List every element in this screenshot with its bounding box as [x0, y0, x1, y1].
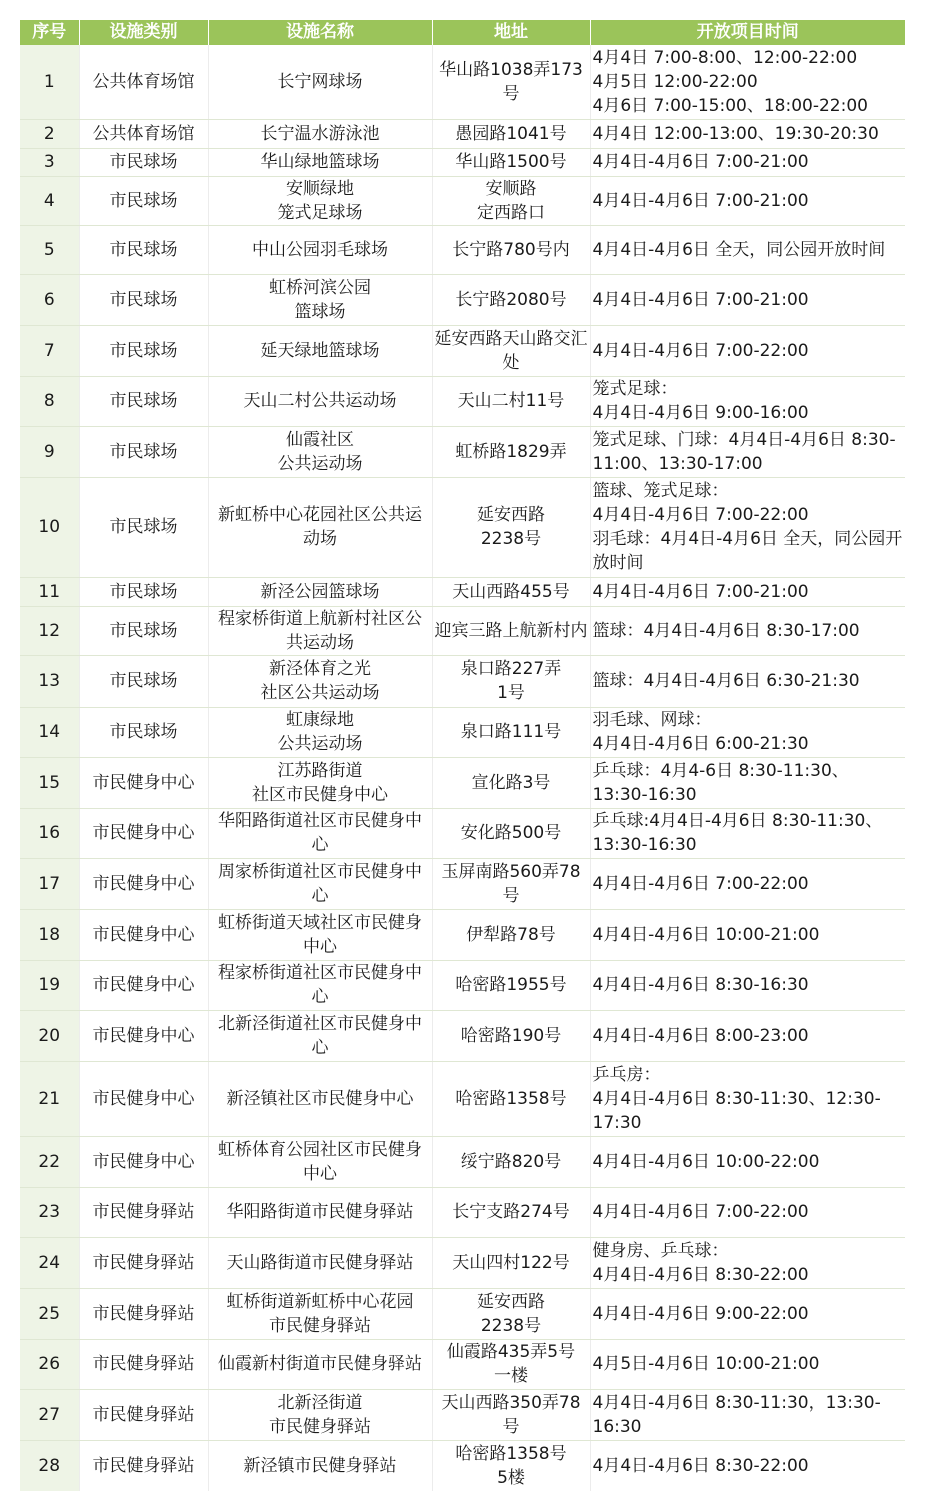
- cell-index: 12: [20, 606, 79, 655]
- cell-index: 19: [20, 960, 79, 1010]
- header-name: 设施名称: [208, 20, 432, 45]
- cell-facility-name: 华山绿地篮球场: [208, 148, 432, 176]
- cell-category: 市民健身中心: [79, 858, 208, 909]
- cell-facility-name: 虹桥街道天域社区市民健身中心: [208, 909, 432, 960]
- table-row: [20, 909, 905, 960]
- cell-index: 28: [20, 1440, 79, 1491]
- cell-facility-name: 安顺绿地 笼式足球场: [208, 176, 432, 225]
- table-row: [20, 1237, 905, 1288]
- header-address: 地址: [432, 20, 590, 45]
- cell-category: 市民球场: [79, 577, 208, 606]
- table-row: [20, 477, 905, 577]
- cell-open-time: 4月4日-4月6日 8:30-22:00: [592, 1455, 809, 1476]
- table-row: [20, 325, 905, 376]
- cell-address: 长宁路2080号: [432, 274, 590, 325]
- cell-address: 哈密路190号: [432, 1010, 590, 1061]
- cell-open-time: 4月4日-4月6日 10:00-22:00: [590, 1136, 905, 1187]
- cell-facility-name: 北新泾街道 市民健身驿站: [208, 1389, 432, 1440]
- cell-category: 市民健身驿站: [79, 1440, 208, 1491]
- cell-address: 哈密路1358号 5楼: [432, 1440, 590, 1491]
- cell-index: 9: [20, 426, 79, 477]
- cell-index: 5: [20, 225, 79, 274]
- cell-address: 泉口路111号: [432, 707, 590, 757]
- table-row: [20, 274, 905, 325]
- table-row: [20, 707, 905, 757]
- cell-facility-name: 中山公园羽毛球场: [208, 225, 432, 274]
- cell-index: 18: [20, 909, 79, 960]
- table-row: [20, 1288, 905, 1339]
- table-row: [20, 606, 905, 655]
- cell-category: 市民球场: [79, 655, 208, 707]
- cell-address: 长宁路780号内: [432, 225, 590, 274]
- cell-category: 市民球场: [79, 426, 208, 477]
- cell-address: 仙霞路435弄5号 一楼: [432, 1339, 590, 1389]
- table-row: [20, 1187, 905, 1237]
- cell-facility-name: 虹康绿地 公共运动场: [208, 707, 432, 757]
- table-row: [20, 119, 905, 148]
- cell-address: 天山西路350弄78号: [432, 1389, 590, 1440]
- cell-index: 24: [20, 1237, 79, 1288]
- cell-open-time: 4月4日 12:00-13:00、19:30-20:30: [590, 119, 905, 148]
- cell-address: 天山四村122号: [432, 1237, 590, 1288]
- cell-open-time: 篮球：4月4日-4月6日 6:30-21:30: [590, 655, 905, 707]
- cell-index: 22: [20, 1136, 79, 1187]
- cell-open-time: 4月4日-4月6日 7:00-21:00: [590, 274, 905, 325]
- schedule-table-wrapper: [20, 20, 905, 1491]
- table-row: [20, 1339, 905, 1389]
- cell-facility-name: 新泾体育之光 社区公共运动场: [208, 655, 432, 707]
- cell-facility-name: 周家桥街道社区市民健身中心: [208, 858, 432, 909]
- cell-category: 市民球场: [79, 707, 208, 757]
- cell-open-time: 篮球：4月4日-4月6日 8:30-17:00: [590, 606, 905, 655]
- cell-address: 安顺路 定西路口: [432, 176, 590, 225]
- cell-address: 延安西路 2238号: [432, 1288, 590, 1339]
- table-row: [20, 960, 905, 1010]
- cell-category: 市民健身驿站: [79, 1288, 208, 1339]
- cell-facility-name: 程家桥街道上航新村社区公共运动场: [208, 606, 432, 655]
- cell-open-time: 羽毛球、网球： 4月4日-4月6日 6:00-21:30: [590, 707, 905, 757]
- cell-index: 6: [20, 274, 79, 325]
- cell-index: 1: [20, 45, 79, 119]
- cell-address: 哈密路1955号: [432, 960, 590, 1010]
- cell-open-time: 4月4日-4月6日 8:30-11:30，13:30-16:30: [590, 1389, 905, 1440]
- header-row: [20, 20, 905, 45]
- cell-facility-name: 虹桥体育公园社区市民健身中心: [208, 1136, 432, 1187]
- cell-category: 市民健身中心: [79, 960, 208, 1010]
- cell-index: 26: [20, 1339, 79, 1389]
- cell-category: 市民球场: [79, 225, 208, 274]
- cell-category: 市民健身中心: [79, 1136, 208, 1187]
- cell-open-time: 乒乓房： 4月4日-4月6日 8:30-11:30、12:30-17:30: [590, 1061, 905, 1136]
- cell-facility-name: 新泾公园篮球场: [208, 577, 432, 606]
- cell-open-time: 乒乓球:4月4日-4月6日 8:30-11:30、13:30-16:30: [590, 808, 905, 858]
- cell-open-time: 4月4日-4月6日 7:00-21:00: [590, 577, 905, 606]
- cell-facility-name: 新泾镇社区市民健身中心: [208, 1061, 432, 1136]
- cell-category: 市民球场: [79, 606, 208, 655]
- cell-address: 迎宾三路上航新村内: [432, 606, 590, 655]
- cell-facility-name: 北新泾街道社区市民健身中心: [208, 1010, 432, 1061]
- cell-open-time: 4月4日-4月6日 10:00-21:00: [590, 909, 905, 960]
- cell-open-time: 4月4日-4月6日 7:00-22:00: [590, 1187, 905, 1237]
- cell-address: 虹桥路1829弄: [432, 426, 590, 477]
- cell-address: 绥宁路820号: [432, 1136, 590, 1187]
- cell-open-time: 4月4日-4月6日 全天，同公园开放时间: [590, 225, 905, 274]
- cell-index: 16: [20, 808, 79, 858]
- cell-category: 市民健身驿站: [79, 1187, 208, 1237]
- cell-index: 15: [20, 757, 79, 808]
- cell-index: 14: [20, 707, 79, 757]
- cell-category: 市民健身中心: [79, 808, 208, 858]
- cell-facility-name: 天山二村公共运动场: [208, 376, 432, 426]
- cell-address: 宣化路3号: [432, 757, 590, 808]
- cell-facility-name: 长宁网球场: [208, 45, 432, 119]
- cell-category: 市民健身驿站: [79, 1389, 208, 1440]
- cell-category: 市民健身驿站: [79, 1339, 208, 1389]
- cell-index: 3: [20, 148, 79, 176]
- cell-category: 市民球场: [79, 325, 208, 376]
- cell-facility-name: 天山路街道市民健身驿站: [208, 1237, 432, 1288]
- cell-address: 天山二村11号: [432, 376, 590, 426]
- cell-category: 市民健身中心: [79, 757, 208, 808]
- cell-address: 伊犁路78号: [432, 909, 590, 960]
- cell-facility-name: 华阳路街道市民健身驿站: [208, 1187, 432, 1237]
- cell-index: 21: [20, 1061, 79, 1136]
- cell-facility-name: 华阳路街道社区市民健身中心: [208, 808, 432, 858]
- cell-category: 市民球场: [79, 274, 208, 325]
- cell-facility-name: 虹桥街道新虹桥中心花园 市民健身驿站: [208, 1288, 432, 1339]
- cell-index: 23: [20, 1187, 79, 1237]
- table-row: [20, 176, 905, 225]
- cell-address: 愚园路1041号: [432, 119, 590, 148]
- cell-facility-name: 新虹桥中心花园社区公共运动场: [208, 477, 432, 577]
- cell-index: 2: [20, 119, 79, 148]
- cell-address: 长宁支路274号: [432, 1187, 590, 1237]
- cell-facility-name: 延天绿地篮球场: [208, 325, 432, 376]
- cell-open-time: 4月4日-4月6日 7:00-21:00: [590, 148, 905, 176]
- cell-open-time: 4月4日-4月6日 7:00-22:00: [590, 325, 905, 376]
- table-row: [20, 577, 905, 606]
- table-row: [20, 858, 905, 909]
- cell-facility-name: 程家桥街道社区市民健身中心: [208, 960, 432, 1010]
- facility-schedule-table: [20, 20, 905, 1491]
- table-row: [20, 1389, 905, 1440]
- table-row: [20, 1061, 905, 1136]
- cell-index: 8: [20, 376, 79, 426]
- cell-open-time: 4月4日-4月6日 7:00-22:00: [590, 858, 905, 909]
- cell-index: 27: [20, 1389, 79, 1440]
- cell-address: 哈密路1358号: [432, 1061, 590, 1136]
- table-row: [20, 1010, 905, 1061]
- table-body: [20, 45, 905, 1491]
- cell-address: 安化路500号: [432, 808, 590, 858]
- header-index: 序号: [20, 20, 79, 45]
- table-row: [20, 808, 905, 858]
- cell-index: 10: [20, 477, 79, 577]
- cell-category: 市民健身中心: [79, 1010, 208, 1061]
- cell-category: 公共体育场馆: [79, 45, 208, 119]
- cell-facility-name: 江苏路街道 社区市民健身中心: [208, 757, 432, 808]
- cell-open-time: 乒乓球：4月4-6日 8:30-11:30、13:30-16:30: [590, 757, 905, 808]
- cell-open-time: 4月4日-4月6日 8:30-16:30: [590, 960, 905, 1010]
- cell-address: 华山路1038弄173号: [432, 45, 590, 119]
- header-open-time: 开放项目时间: [590, 20, 905, 45]
- cell-address: 延安西路 2238号: [432, 477, 590, 577]
- cell-open-time: 4月4日-4月6日 8:00-23:00: [590, 1010, 905, 1061]
- cell-address: 华山路1500号: [432, 148, 590, 176]
- cell-category: 市民健身驿站: [79, 1237, 208, 1288]
- table-row: [20, 655, 905, 707]
- cell-index: 13: [20, 655, 79, 707]
- cell-category: 公共体育场馆: [79, 119, 208, 148]
- cell-facility-name: 仙霞新村街道市民健身驿站: [208, 1339, 432, 1389]
- cell-facility-name: 虹桥河滨公园 篮球场: [208, 274, 432, 325]
- table-row: [20, 376, 905, 426]
- table-row: [20, 45, 905, 119]
- cell-open-time: 笼式足球、门球：4月4日-4月6日 8:30-11:00、13:30-17:00: [590, 426, 905, 477]
- cell-index: 11: [20, 577, 79, 606]
- table-row: [20, 757, 905, 808]
- cell-category: 市民球场: [79, 176, 208, 225]
- cell-facility-name: 仙霞社区 公共运动场: [208, 426, 432, 477]
- table-row: [20, 1136, 905, 1187]
- table-row: [20, 1440, 905, 1491]
- cell-address: 天山西路455号: [432, 577, 590, 606]
- cell-address: 玉屏南路560弄78号: [432, 858, 590, 909]
- cell-index: 20: [20, 1010, 79, 1061]
- cell-index: 25: [20, 1288, 79, 1339]
- header-category: 设施类别: [79, 20, 208, 45]
- cell-open-time: 4月5日-4月6日 10:00-21:00: [590, 1339, 905, 1389]
- cell-index: 17: [20, 858, 79, 909]
- cell-open-time: 篮球、笼式足球： 4月4日-4月6日 7:00-22:00 羽毛球：4月4日-4月6日 全天，同公园开放时间: [590, 477, 905, 577]
- cell-category: 市民球场: [79, 477, 208, 577]
- cell-open-time: 4月4日-4月6日 7:00-21:00: [590, 176, 905, 225]
- cell-open-time: 4月4日 7:00-8:00、12:00-22:00 4月5日 12:00-22:00 4月6日 7:00-15:00、18:00-22:00: [590, 45, 905, 119]
- cell-address: 延安西路天山路交汇处: [432, 325, 590, 376]
- cell-facility-name: 新泾镇市民健身驿站: [208, 1440, 432, 1491]
- cell-open-time: 4月4日-4月6日 9:00-22:00: [590, 1288, 905, 1339]
- cell-open-time: 笼式足球： 4月4日-4月6日 9:00-16:00: [590, 376, 905, 426]
- cell-open-time: 健身房、乒乓球： 4月4日-4月6日 8:30-22:00: [590, 1237, 905, 1288]
- table-header: [20, 20, 905, 45]
- cell-category: 市民健身中心: [79, 1061, 208, 1136]
- cell-category: 市民球场: [79, 148, 208, 176]
- cell-index: 7: [20, 325, 79, 376]
- table-row: [20, 426, 905, 477]
- cell-category: 市民球场: [79, 376, 208, 426]
- cell-index: 4: [20, 176, 79, 225]
- table-row: [20, 148, 905, 176]
- cell-address: 泉口路227弄 1号: [432, 655, 590, 707]
- cell-category: 市民健身中心: [79, 909, 208, 960]
- cell-facility-name: 长宁温水游泳池: [208, 119, 432, 148]
- table-row: [20, 225, 905, 274]
